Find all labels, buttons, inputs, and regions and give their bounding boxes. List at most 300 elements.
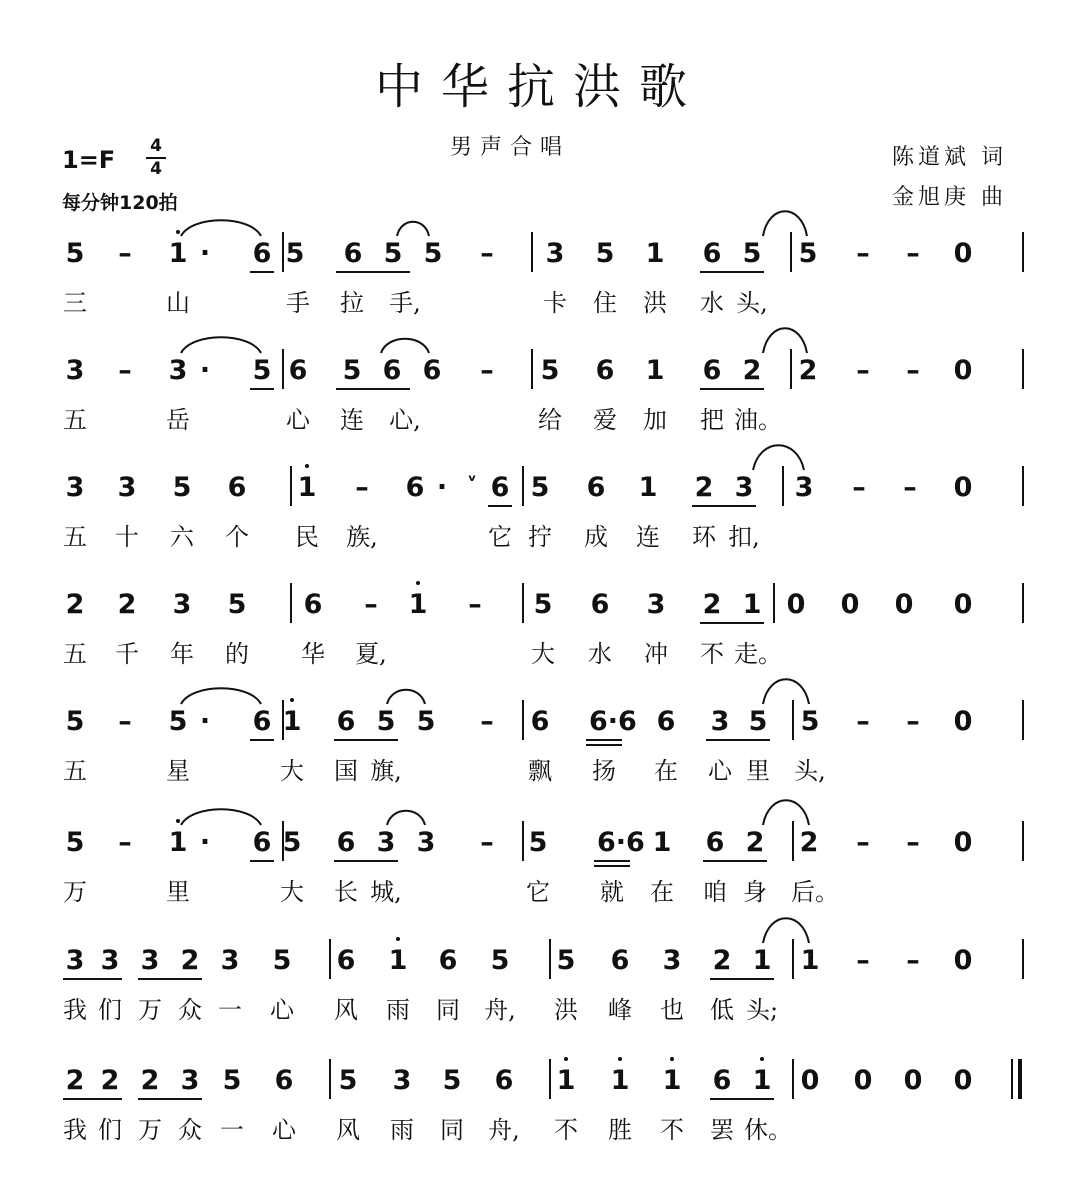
tie-slur bbox=[386, 684, 426, 706]
lyric-syllable: 心 bbox=[270, 996, 294, 1024]
duration-underline bbox=[586, 739, 622, 741]
note: 6 bbox=[586, 472, 606, 503]
note: · bbox=[199, 355, 211, 386]
note: 2 bbox=[694, 472, 714, 503]
note: 6·6 bbox=[597, 827, 645, 858]
lyric-syllable: 六 bbox=[170, 523, 194, 551]
duration-underline bbox=[250, 271, 274, 273]
note: 6 bbox=[494, 1065, 514, 1096]
lyric-syllable: 三 bbox=[63, 289, 87, 317]
octave-dot bbox=[670, 1057, 674, 1061]
note: 0 bbox=[953, 238, 973, 269]
lyric-syllable: 个 bbox=[225, 523, 249, 551]
lyric-syllable: 舟, bbox=[484, 996, 516, 1024]
note: 1 bbox=[556, 1065, 576, 1096]
note: 0 bbox=[800, 1065, 820, 1096]
time-signature bbox=[146, 137, 166, 179]
note: 6 bbox=[490, 472, 510, 503]
note: 5 bbox=[442, 1065, 462, 1096]
lyric-syllable: 拉 bbox=[340, 289, 364, 317]
note: 5 bbox=[798, 238, 818, 269]
note: · bbox=[199, 706, 211, 737]
note: 6 bbox=[288, 355, 308, 386]
composer-credit: 金旭庚 曲 bbox=[892, 185, 1007, 210]
note: 1 bbox=[645, 238, 665, 269]
note: 1 bbox=[408, 589, 428, 620]
note: – bbox=[906, 706, 920, 737]
lyric-syllable: 走。 bbox=[734, 640, 782, 668]
score-system bbox=[0, 343, 1080, 458]
note: 0 bbox=[853, 1065, 873, 1096]
lyric-syllable: 雨 bbox=[390, 1116, 414, 1144]
note: · bbox=[199, 827, 211, 858]
note: 3 bbox=[392, 1065, 412, 1096]
note: – bbox=[364, 589, 378, 620]
score-system bbox=[0, 694, 1080, 809]
song-title: 中华抗洪歌 bbox=[374, 59, 705, 115]
note: – bbox=[856, 706, 870, 737]
lyric-syllable: 在 bbox=[654, 757, 678, 785]
note: 5 bbox=[227, 589, 247, 620]
note: – bbox=[906, 355, 920, 386]
note: 1 bbox=[638, 472, 658, 503]
note: 2 bbox=[702, 589, 722, 620]
note: 2 bbox=[799, 827, 819, 858]
barline bbox=[290, 583, 292, 623]
note: 6 bbox=[336, 706, 356, 737]
note: 5 bbox=[490, 945, 510, 976]
lyric-syllable: 旗, bbox=[370, 757, 402, 785]
barline bbox=[1022, 939, 1024, 979]
duration-underline bbox=[594, 865, 630, 867]
lyric-syllable: 身 bbox=[743, 878, 767, 906]
note: 0 bbox=[953, 827, 973, 858]
note: 5 bbox=[222, 1065, 242, 1096]
barline bbox=[1022, 232, 1024, 272]
duration-underline bbox=[138, 1098, 202, 1100]
octave-dot bbox=[416, 581, 420, 585]
note: 3 bbox=[117, 472, 137, 503]
note: 5 bbox=[540, 355, 560, 386]
note: 2 bbox=[117, 589, 137, 620]
lyric-syllable: 万 bbox=[138, 1116, 162, 1144]
lyric-syllable: 手, bbox=[389, 289, 421, 317]
lyric-syllable: 扬 bbox=[592, 757, 616, 785]
note: 2 bbox=[745, 827, 765, 858]
final-barline bbox=[1018, 1059, 1022, 1099]
octave-dot bbox=[618, 1057, 622, 1061]
note: 6 bbox=[705, 827, 725, 858]
note: 5 bbox=[65, 827, 85, 858]
tie-slur bbox=[180, 803, 262, 827]
duration-underline bbox=[250, 860, 274, 862]
note: 5 bbox=[172, 472, 192, 503]
note: 3 bbox=[100, 945, 120, 976]
lyric-syllable: 手 bbox=[286, 289, 310, 317]
note: 0 bbox=[953, 355, 973, 386]
lyric-syllable: 岳 bbox=[166, 406, 190, 434]
tie-slur bbox=[380, 333, 430, 355]
lyric-syllable: 里 bbox=[166, 878, 190, 906]
note: 0 bbox=[840, 589, 860, 620]
barline bbox=[290, 466, 292, 506]
lyric-syllable: 它 bbox=[488, 523, 512, 551]
note: 5 bbox=[528, 827, 548, 858]
score-system bbox=[0, 226, 1080, 341]
lyric-syllable: 峰 bbox=[608, 996, 632, 1024]
note: 3 bbox=[65, 945, 85, 976]
score-system bbox=[0, 577, 1080, 692]
tie-slur bbox=[762, 319, 808, 355]
barline bbox=[522, 700, 524, 740]
lyric-syllable: 夏, bbox=[355, 640, 387, 668]
barline bbox=[522, 466, 524, 506]
lyric-syllable: 山 bbox=[166, 289, 190, 317]
tie-slur bbox=[752, 436, 805, 472]
duration-underline bbox=[700, 622, 764, 624]
barline bbox=[792, 1059, 794, 1099]
note: 3 bbox=[710, 706, 730, 737]
lyric-syllable: 卡 bbox=[543, 289, 567, 317]
note: 5 bbox=[282, 827, 302, 858]
note: 5 bbox=[530, 472, 550, 503]
note: 6 bbox=[227, 472, 247, 503]
lyric-syllable: 头; bbox=[745, 996, 779, 1024]
note: 3 bbox=[646, 589, 666, 620]
lyric-syllable: 风 bbox=[334, 996, 358, 1024]
note: 6 bbox=[610, 945, 630, 976]
barline bbox=[792, 939, 794, 979]
duration-underline bbox=[710, 1098, 774, 1100]
tie-slur bbox=[386, 805, 426, 827]
barline bbox=[549, 1059, 551, 1099]
lyric-syllable: 头, bbox=[736, 289, 768, 317]
note: 0 bbox=[953, 472, 973, 503]
barline bbox=[790, 232, 792, 272]
duration-underline bbox=[334, 739, 398, 741]
score-system bbox=[0, 815, 1080, 930]
note: 0 bbox=[953, 706, 973, 737]
duration-underline bbox=[250, 388, 274, 390]
barline bbox=[792, 700, 794, 740]
note: 5 bbox=[272, 945, 292, 976]
note: 6 bbox=[336, 827, 356, 858]
duration-underline bbox=[336, 271, 410, 273]
note: 6 bbox=[274, 1065, 294, 1096]
duration-underline bbox=[703, 860, 767, 862]
note: 0 bbox=[903, 1065, 923, 1096]
note: – bbox=[906, 945, 920, 976]
note: 3 bbox=[140, 945, 160, 976]
score-system bbox=[0, 460, 1080, 575]
note: 1 bbox=[742, 589, 762, 620]
tie-slur bbox=[762, 791, 810, 827]
lyric-syllable: 不 bbox=[554, 1116, 578, 1144]
lyric-syllable: 连 bbox=[636, 523, 660, 551]
barline bbox=[329, 939, 331, 979]
lyric-syllable: 洪 bbox=[643, 289, 667, 317]
note: 3 bbox=[168, 355, 188, 386]
duration-underline bbox=[63, 1098, 122, 1100]
note: 6 bbox=[656, 706, 676, 737]
note: 6 bbox=[303, 589, 323, 620]
tie-slur bbox=[762, 202, 808, 238]
note: 2 bbox=[180, 945, 200, 976]
note: – bbox=[118, 355, 132, 386]
barline bbox=[282, 349, 284, 389]
note: 1 bbox=[610, 1065, 630, 1096]
barline bbox=[1022, 466, 1024, 506]
tie-slur bbox=[180, 331, 262, 355]
lyric-syllable: 水 bbox=[700, 289, 724, 317]
duration-underline bbox=[488, 505, 512, 507]
note: 3 bbox=[545, 238, 565, 269]
barline bbox=[790, 349, 792, 389]
note: 5 bbox=[376, 706, 396, 737]
duration-underline bbox=[138, 978, 202, 980]
lyric-syllable: 五 bbox=[63, 523, 87, 551]
duration-underline bbox=[586, 744, 622, 746]
note: 2 bbox=[140, 1065, 160, 1096]
barline bbox=[531, 232, 533, 272]
barline bbox=[522, 583, 524, 623]
note: 6·6 bbox=[589, 706, 637, 737]
note: 3 bbox=[65, 472, 85, 503]
lyric-syllable: 成 bbox=[584, 523, 608, 551]
note: 5 bbox=[168, 706, 188, 737]
barline bbox=[1022, 821, 1024, 861]
lyric-syllable: 华 bbox=[301, 640, 325, 668]
note: 6 bbox=[702, 238, 722, 269]
lyric-syllable: 星 bbox=[166, 757, 190, 785]
note: – bbox=[480, 355, 494, 386]
note: 5 bbox=[342, 355, 362, 386]
note: 6 bbox=[252, 827, 272, 858]
note: – bbox=[856, 945, 870, 976]
lyric-syllable: 加 bbox=[643, 406, 667, 434]
lyric-syllable: 不 bbox=[700, 640, 724, 668]
lyric-syllable: 扣, bbox=[728, 523, 760, 551]
tie-slur bbox=[396, 216, 430, 238]
duration-underline bbox=[336, 388, 410, 390]
lyric-syllable: 大 bbox=[280, 757, 304, 785]
note: 6 bbox=[252, 706, 272, 737]
barline bbox=[329, 1059, 331, 1099]
lyric-syllable: 心 bbox=[286, 406, 310, 434]
note: 3 bbox=[416, 827, 436, 858]
note: 5 bbox=[800, 706, 820, 737]
lyric-syllable: 大 bbox=[531, 640, 555, 668]
note: 6 bbox=[252, 238, 272, 269]
note: – bbox=[118, 238, 132, 269]
tie-slur bbox=[180, 682, 262, 706]
barline bbox=[282, 232, 284, 272]
lyric-syllable: 千 bbox=[115, 640, 139, 668]
note: 5 bbox=[423, 238, 443, 269]
lyric-syllable: 我 bbox=[63, 996, 87, 1024]
note: 6 bbox=[438, 945, 458, 976]
note: 3 bbox=[172, 589, 192, 620]
note: – bbox=[906, 827, 920, 858]
note: 2 bbox=[712, 945, 732, 976]
note: 3 bbox=[734, 472, 754, 503]
lyric-syllable: 胜 bbox=[608, 1116, 632, 1144]
lyric-syllable: 就 bbox=[600, 878, 624, 906]
note: 6 bbox=[343, 238, 363, 269]
octave-dot bbox=[305, 464, 309, 468]
barline bbox=[282, 821, 284, 861]
score-system bbox=[0, 1053, 1080, 1168]
lyric-syllable: 洪 bbox=[554, 996, 578, 1024]
note: 5 bbox=[742, 238, 762, 269]
lyric-syllable: 头, bbox=[794, 757, 826, 785]
note: – bbox=[480, 706, 494, 737]
note: 3 bbox=[662, 945, 682, 976]
note: 6 bbox=[422, 355, 442, 386]
note: 1 bbox=[168, 238, 188, 269]
note: 1 bbox=[297, 472, 317, 503]
barline bbox=[1022, 583, 1024, 623]
lyric-syllable: 飘 bbox=[528, 757, 552, 785]
lyric-syllable: 一 bbox=[218, 996, 242, 1024]
note: 6 bbox=[595, 355, 615, 386]
octave-dot bbox=[564, 1057, 568, 1061]
barline bbox=[1011, 1059, 1013, 1099]
lyric-syllable: 住 bbox=[593, 289, 617, 317]
note: 5 bbox=[383, 238, 403, 269]
time-signature-top: 4 bbox=[150, 136, 162, 156]
barline bbox=[531, 349, 533, 389]
note: 6 bbox=[590, 589, 610, 620]
lyric-syllable: 大 bbox=[280, 878, 304, 906]
lyric-syllable: 咱 bbox=[703, 878, 727, 906]
note: 0 bbox=[786, 589, 806, 620]
lyric-syllable: 里 bbox=[746, 757, 770, 785]
barline bbox=[549, 939, 551, 979]
note: – bbox=[852, 472, 866, 503]
lyric-syllable: 年 bbox=[170, 640, 194, 668]
song-subtitle: 男声合唱 bbox=[450, 135, 571, 160]
note: 1 bbox=[800, 945, 820, 976]
note: 2 bbox=[742, 355, 762, 386]
note: – bbox=[480, 238, 494, 269]
lyric-syllable: 心 bbox=[708, 757, 732, 785]
note: 6 bbox=[712, 1065, 732, 1096]
lyric-syllable: 同 bbox=[440, 1116, 464, 1144]
note: 2 bbox=[798, 355, 818, 386]
note: – bbox=[856, 238, 870, 269]
lyric-syllable: 五 bbox=[63, 640, 87, 668]
note: 6 bbox=[530, 706, 550, 737]
duration-underline bbox=[692, 505, 756, 507]
lyric-syllable: 民 bbox=[295, 523, 319, 551]
barline bbox=[773, 583, 775, 623]
lyric-syllable: 低 bbox=[710, 996, 734, 1024]
note: 0 bbox=[953, 1065, 973, 1096]
lyric-syllable: 爱 bbox=[593, 406, 617, 434]
tie-slur bbox=[762, 909, 810, 945]
note: – bbox=[903, 472, 917, 503]
note: 6 bbox=[336, 945, 356, 976]
note: – bbox=[906, 238, 920, 269]
lyric-syllable: 的 bbox=[225, 640, 249, 668]
lyric-syllable: 也 bbox=[660, 996, 684, 1024]
note: – bbox=[856, 355, 870, 386]
lyric-syllable: 拧 bbox=[528, 523, 552, 551]
note: 1 bbox=[652, 827, 672, 858]
octave-dot bbox=[760, 1057, 764, 1061]
note: – bbox=[468, 589, 482, 620]
lyric-syllable: 环 bbox=[692, 523, 716, 551]
barline bbox=[522, 821, 524, 861]
tie-slur bbox=[180, 214, 262, 238]
note: 3 bbox=[220, 945, 240, 976]
note: · bbox=[199, 238, 211, 269]
note: 6 bbox=[382, 355, 402, 386]
note: 1 bbox=[662, 1065, 682, 1096]
lyric-syllable: 众 bbox=[178, 1116, 202, 1144]
note: 5 bbox=[252, 355, 272, 386]
lyric-syllable: 在 bbox=[650, 878, 674, 906]
lyric-syllable: 众 bbox=[178, 996, 202, 1024]
note: 2 bbox=[65, 589, 85, 620]
note: 3 bbox=[794, 472, 814, 503]
note: 5 bbox=[748, 706, 768, 737]
duration-underline bbox=[250, 739, 274, 741]
lyric-syllable: 舟, bbox=[488, 1116, 520, 1144]
note: 5 bbox=[556, 945, 576, 976]
lyric-syllable: 十 bbox=[115, 523, 139, 551]
key-signature: 1=F bbox=[62, 146, 116, 174]
lyric-syllable: 雨 bbox=[386, 996, 410, 1024]
lyric-syllable: 给 bbox=[538, 406, 562, 434]
duration-underline bbox=[334, 860, 398, 862]
lyric-syllable: 心, bbox=[389, 406, 421, 434]
duration-underline bbox=[706, 739, 770, 741]
note: 3 bbox=[180, 1065, 200, 1096]
note: 0 bbox=[894, 589, 914, 620]
barline bbox=[782, 466, 784, 506]
note: ᵛ bbox=[467, 471, 477, 492]
lyric-syllable: 风 bbox=[336, 1116, 360, 1144]
note: 6 bbox=[405, 472, 425, 503]
lyric-syllable: 万 bbox=[63, 878, 87, 906]
duration-underline bbox=[700, 271, 764, 273]
duration-underline bbox=[594, 860, 630, 862]
octave-dot bbox=[290, 698, 294, 702]
note: 5 bbox=[533, 589, 553, 620]
note: 5 bbox=[65, 238, 85, 269]
note: 0 bbox=[953, 589, 973, 620]
lyric-syllable: 国 bbox=[334, 757, 358, 785]
note: 1 bbox=[168, 827, 188, 858]
lyric-syllable: 把 bbox=[700, 406, 724, 434]
lyric-syllable: 水 bbox=[588, 640, 612, 668]
note: 1 bbox=[752, 945, 772, 976]
tempo-marking: 每分钟120拍 bbox=[62, 192, 178, 214]
note: 3 bbox=[376, 827, 396, 858]
lyric-syllable: 万 bbox=[138, 996, 162, 1024]
note: – bbox=[480, 827, 494, 858]
lyric-syllable: 城, bbox=[370, 878, 402, 906]
time-signature-bottom: 4 bbox=[150, 159, 162, 179]
barline bbox=[792, 821, 794, 861]
lyric-syllable: 休。 bbox=[744, 1116, 792, 1144]
lyric-syllable: 后。 bbox=[791, 878, 839, 906]
duration-underline bbox=[700, 388, 764, 390]
lyric-syllable: 五 bbox=[63, 757, 87, 785]
lyric-syllable: 冲 bbox=[644, 640, 668, 668]
